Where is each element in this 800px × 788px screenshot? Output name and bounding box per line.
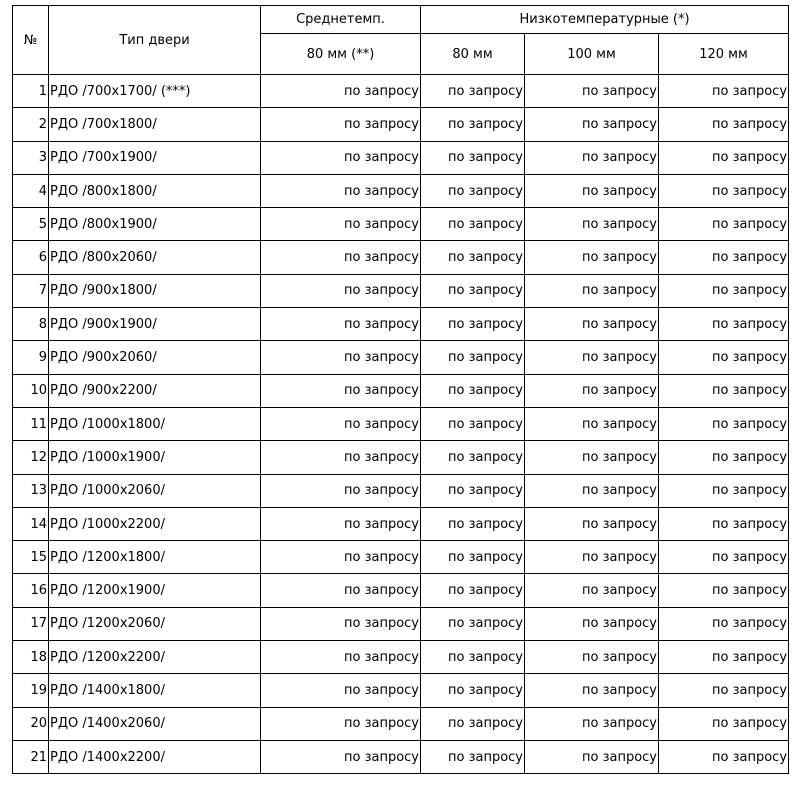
price-cell: по запросу bbox=[525, 308, 659, 341]
price-cell: по запросу bbox=[525, 574, 659, 607]
price-cell: по запросу bbox=[421, 208, 525, 241]
table-row bbox=[13, 274, 789, 307]
table-row bbox=[13, 507, 789, 540]
door-type-cell: РДО /1200x1800/ bbox=[49, 541, 261, 574]
table-row bbox=[13, 641, 789, 674]
door-type-cell: РДО /1200x2200/ bbox=[49, 641, 261, 674]
price-cell: по запросу bbox=[525, 174, 659, 207]
row-number: 18 bbox=[13, 641, 49, 674]
row-number: 10 bbox=[13, 374, 49, 407]
price-cell: по запросу bbox=[659, 541, 789, 574]
door-type-cell: РДО /1000x1900/ bbox=[49, 441, 261, 474]
price-cell: по запросу bbox=[261, 274, 421, 307]
table-row bbox=[13, 407, 789, 440]
row-number: 15 bbox=[13, 541, 49, 574]
price-cell: по запросу bbox=[421, 241, 525, 274]
price-cell: по запросу bbox=[525, 341, 659, 374]
price-cell: по запросу bbox=[525, 208, 659, 241]
door-type-cell: РДО /1000x2200/ bbox=[49, 507, 261, 540]
price-cell: по запросу bbox=[421, 541, 525, 574]
door-type-cell: РДО /900x1900/ bbox=[49, 308, 261, 341]
table-row bbox=[13, 374, 789, 407]
door-price-table bbox=[12, 5, 789, 774]
door-type-cell: РДО /800x1900/ bbox=[49, 208, 261, 241]
price-cell: по запросу bbox=[525, 374, 659, 407]
price-cell: по запросу bbox=[525, 407, 659, 440]
table-row bbox=[13, 674, 789, 707]
price-cell: по запросу bbox=[421, 108, 525, 141]
price-cell: по запросу bbox=[659, 308, 789, 341]
price-cell: по запросу bbox=[525, 241, 659, 274]
table-body bbox=[13, 75, 789, 774]
price-cell: по запросу bbox=[261, 507, 421, 540]
table-row bbox=[13, 241, 789, 274]
price-cell: по запросу bbox=[659, 474, 789, 507]
header-door-type: Тип двери bbox=[49, 6, 261, 75]
price-cell: по запросу bbox=[421, 274, 525, 307]
row-number: 4 bbox=[13, 174, 49, 207]
header-sub-low-120: 120 мм bbox=[659, 34, 789, 75]
price-cell: по запросу bbox=[261, 641, 421, 674]
row-number: 13 bbox=[13, 474, 49, 507]
table-row bbox=[13, 308, 789, 341]
price-cell: по запросу bbox=[421, 75, 525, 108]
price-cell: по запросу bbox=[659, 574, 789, 607]
row-number: 3 bbox=[13, 141, 49, 174]
door-type-cell: РДО /700x1900/ bbox=[49, 141, 261, 174]
price-cell: по запросу bbox=[261, 141, 421, 174]
price-cell: по запросу bbox=[525, 507, 659, 540]
price-cell: по запросу bbox=[659, 641, 789, 674]
price-cell: по запросу bbox=[525, 108, 659, 141]
price-cell: по запросу bbox=[659, 274, 789, 307]
price-cell: по запросу bbox=[421, 507, 525, 540]
header-medium-temp: Среднетемп. bbox=[261, 6, 421, 34]
price-cell: по запросу bbox=[261, 75, 421, 108]
table-row bbox=[13, 574, 789, 607]
price-cell: по запросу bbox=[659, 108, 789, 141]
price-cell: по запросу bbox=[659, 341, 789, 374]
table-row bbox=[13, 108, 789, 141]
price-cell: по запросу bbox=[421, 674, 525, 707]
price-cell: по запросу bbox=[261, 541, 421, 574]
row-number: 2 bbox=[13, 108, 49, 141]
price-cell: по запросу bbox=[261, 740, 421, 773]
door-type-cell: РДО /900x2060/ bbox=[49, 341, 261, 374]
price-cell: по запросу bbox=[421, 474, 525, 507]
row-number: 19 bbox=[13, 674, 49, 707]
price-cell: по запросу bbox=[525, 541, 659, 574]
price-cell: по запросу bbox=[525, 274, 659, 307]
row-number: 21 bbox=[13, 740, 49, 773]
price-cell: по запросу bbox=[261, 674, 421, 707]
price-cell: по запросу bbox=[525, 441, 659, 474]
price-cell: по запросу bbox=[659, 407, 789, 440]
price-cell: по запросу bbox=[421, 341, 525, 374]
door-type-cell: РДО /1400x2200/ bbox=[49, 740, 261, 773]
price-cell: по запросу bbox=[525, 474, 659, 507]
row-number: 11 bbox=[13, 407, 49, 440]
table-row bbox=[13, 141, 789, 174]
price-cell: по запросу bbox=[261, 407, 421, 440]
row-number: 16 bbox=[13, 574, 49, 607]
price-cell: по запросу bbox=[421, 374, 525, 407]
price-cell: по запросу bbox=[261, 241, 421, 274]
table-row bbox=[13, 474, 789, 507]
price-cell: по запросу bbox=[659, 674, 789, 707]
price-cell: по запросу bbox=[659, 241, 789, 274]
price-cell: по запросу bbox=[659, 208, 789, 241]
table-row bbox=[13, 441, 789, 474]
price-cell: по запросу bbox=[261, 374, 421, 407]
price-cell: по запросу bbox=[525, 674, 659, 707]
row-number: 14 bbox=[13, 507, 49, 540]
row-number: 6 bbox=[13, 241, 49, 274]
price-cell: по запросу bbox=[261, 208, 421, 241]
price-cell: по запросу bbox=[261, 108, 421, 141]
price-cell: по запросу bbox=[261, 607, 421, 640]
door-type-cell: РДО /900x1800/ bbox=[49, 274, 261, 307]
table-row bbox=[13, 341, 789, 374]
price-cell: по запросу bbox=[261, 574, 421, 607]
row-number: 7 bbox=[13, 274, 49, 307]
price-cell: по запросу bbox=[659, 441, 789, 474]
price-cell: по запросу bbox=[261, 474, 421, 507]
price-cell: по запросу bbox=[525, 607, 659, 640]
row-number: 9 bbox=[13, 341, 49, 374]
price-cell: по запросу bbox=[525, 641, 659, 674]
row-number: 5 bbox=[13, 208, 49, 241]
price-cell: по запросу bbox=[421, 141, 525, 174]
door-type-cell: РДО /1000x2060/ bbox=[49, 474, 261, 507]
price-cell: по запросу bbox=[261, 441, 421, 474]
header-row-top bbox=[13, 6, 789, 34]
price-cell: по запросу bbox=[525, 740, 659, 773]
door-type-cell: РДО /1400x2060/ bbox=[49, 707, 261, 740]
door-type-cell: РДО /1200x1900/ bbox=[49, 574, 261, 607]
price-cell: по запросу bbox=[659, 507, 789, 540]
price-cell: по запросу bbox=[659, 607, 789, 640]
door-type-cell: РДО /800x1800/ bbox=[49, 174, 261, 207]
price-cell: по запросу bbox=[261, 308, 421, 341]
door-type-cell: РДО /700x1800/ bbox=[49, 108, 261, 141]
price-cell: по запросу bbox=[421, 407, 525, 440]
price-cell: по запросу bbox=[525, 707, 659, 740]
door-type-cell: РДО /1000x1800/ bbox=[49, 407, 261, 440]
table-row bbox=[13, 607, 789, 640]
row-number: 17 bbox=[13, 607, 49, 640]
price-cell: по запросу bbox=[659, 740, 789, 773]
table-row bbox=[13, 707, 789, 740]
header-sub-medium-80: 80 мм (**) bbox=[261, 34, 421, 75]
price-cell: по запросу bbox=[421, 740, 525, 773]
price-cell: по запросу bbox=[421, 441, 525, 474]
header-low-temp: Низкотемпературные (*) bbox=[421, 6, 789, 34]
price-cell: по запросу bbox=[421, 641, 525, 674]
price-cell: по запросу bbox=[261, 707, 421, 740]
price-cell: по запросу bbox=[659, 374, 789, 407]
door-type-cell: РДО /900x2200/ bbox=[49, 374, 261, 407]
header-sub-low-80: 80 мм bbox=[421, 34, 525, 75]
price-cell: по запросу bbox=[421, 174, 525, 207]
header-sub-low-100: 100 мм bbox=[525, 34, 659, 75]
table-row bbox=[13, 740, 789, 773]
price-cell: по запросу bbox=[421, 308, 525, 341]
price-cell: по запросу bbox=[659, 174, 789, 207]
door-type-cell: РДО /1200x2060/ bbox=[49, 607, 261, 640]
row-number: 1 bbox=[13, 75, 49, 108]
price-cell: по запросу bbox=[659, 707, 789, 740]
table-row bbox=[13, 174, 789, 207]
row-number: 12 bbox=[13, 441, 49, 474]
row-number: 8 bbox=[13, 308, 49, 341]
price-cell: по запросу bbox=[525, 75, 659, 108]
header-number: № bbox=[13, 6, 49, 75]
door-type-cell: РДО /1400x1800/ bbox=[49, 674, 261, 707]
table-row bbox=[13, 541, 789, 574]
price-cell: по запросу bbox=[659, 75, 789, 108]
price-cell: по запросу bbox=[659, 141, 789, 174]
door-type-cell: РДО /700x1700/ (***) bbox=[49, 75, 261, 108]
table-row bbox=[13, 208, 789, 241]
price-cell: по запросу bbox=[421, 574, 525, 607]
row-number: 20 bbox=[13, 707, 49, 740]
door-type-cell: РДО /800x2060/ bbox=[49, 241, 261, 274]
price-cell: по запросу bbox=[421, 707, 525, 740]
table-row bbox=[13, 75, 789, 108]
price-cell: по запросу bbox=[525, 141, 659, 174]
price-cell: по запросу bbox=[261, 341, 421, 374]
price-cell: по запросу bbox=[421, 607, 525, 640]
price-cell: по запросу bbox=[261, 174, 421, 207]
